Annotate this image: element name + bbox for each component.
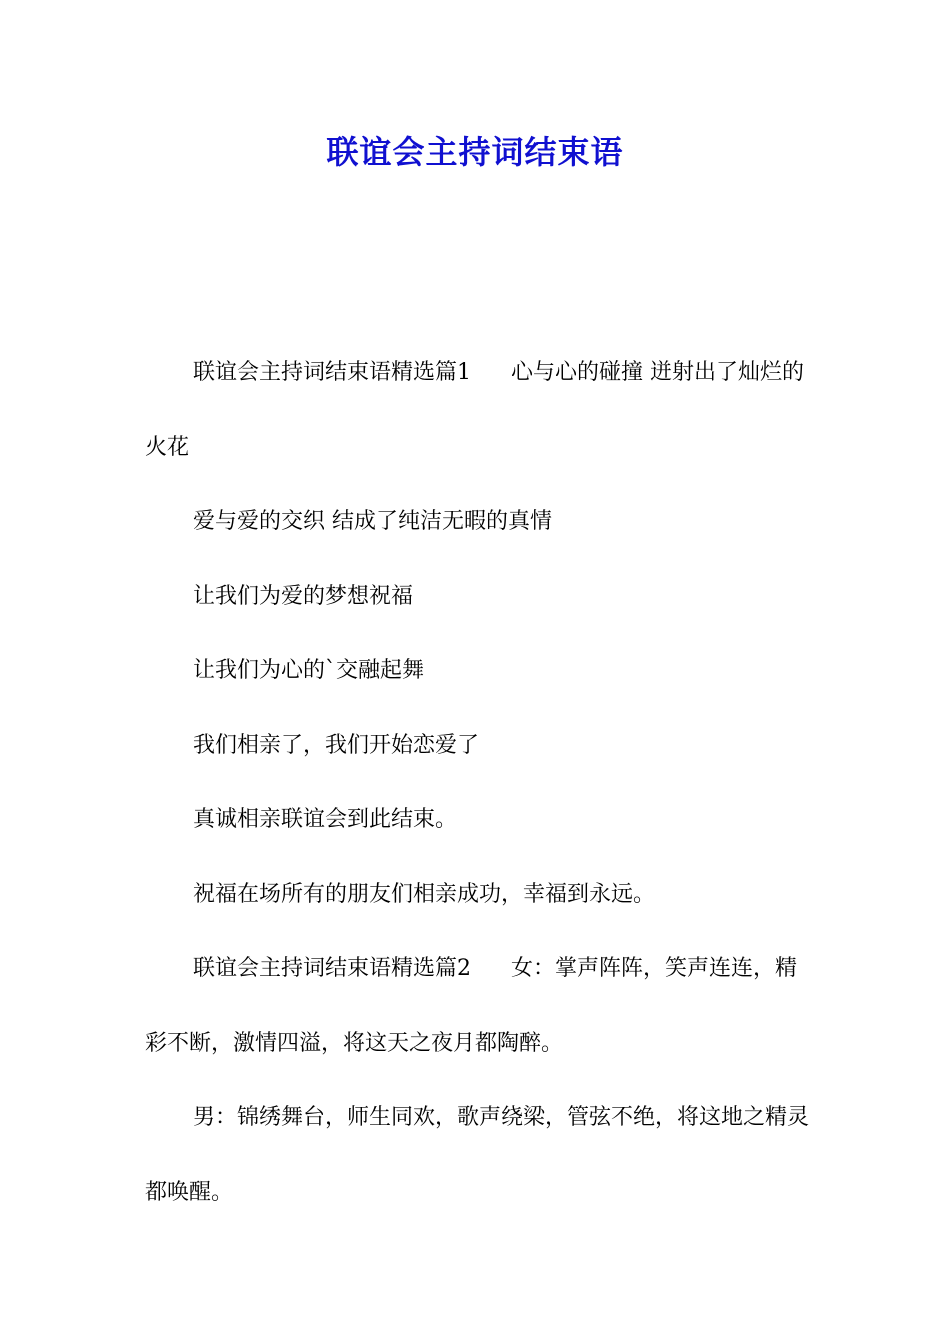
paragraph	[145, 485, 810, 560]
section-heading: 联谊会主持词结束语精选篇1	[193, 360, 471, 385]
paragraph	[145, 634, 810, 709]
section-heading: 联谊会主持词结束语精选篇2	[193, 956, 471, 981]
paragraph-text: 爱与爱的交织 结成了纯洁无暇的真情	[193, 509, 552, 534]
paragraph-text: 真诚相亲联谊会到此结束。	[193, 807, 458, 832]
paragraph-text: 女：掌声阵阵，笑声连连，精彩不断，激情四溢，将这天之夜月都陶醉。	[145, 956, 798, 1056]
paragraph	[145, 336, 810, 485]
paragraph	[145, 932, 810, 1081]
paragraph	[145, 783, 810, 858]
document-body	[145, 336, 810, 1230]
paragraph	[145, 1081, 810, 1230]
paragraph-text: 心与心的碰撞 迸射出了灿烂的火花	[145, 360, 804, 460]
paragraph-text: 男：锦绣舞台，师生同欢，歌声绕梁，管弦不绝，将这地之精灵都唤醒。	[145, 1105, 810, 1205]
paragraph-text: 让我们为爱的梦想祝福	[193, 583, 414, 609]
paragraph	[145, 858, 810, 933]
paragraph	[145, 709, 810, 784]
paragraph-text: 让我们为心的`交融起舞	[193, 658, 425, 683]
paragraph-text: 祝福在场所有的朋友们相亲成功，幸福到永远。	[193, 881, 656, 907]
paragraph	[145, 560, 810, 635]
paragraph-text: 我们相亲了，我们开始恋爱了	[193, 732, 480, 758]
page-title: 联谊会主持词结束语	[326, 133, 624, 171]
